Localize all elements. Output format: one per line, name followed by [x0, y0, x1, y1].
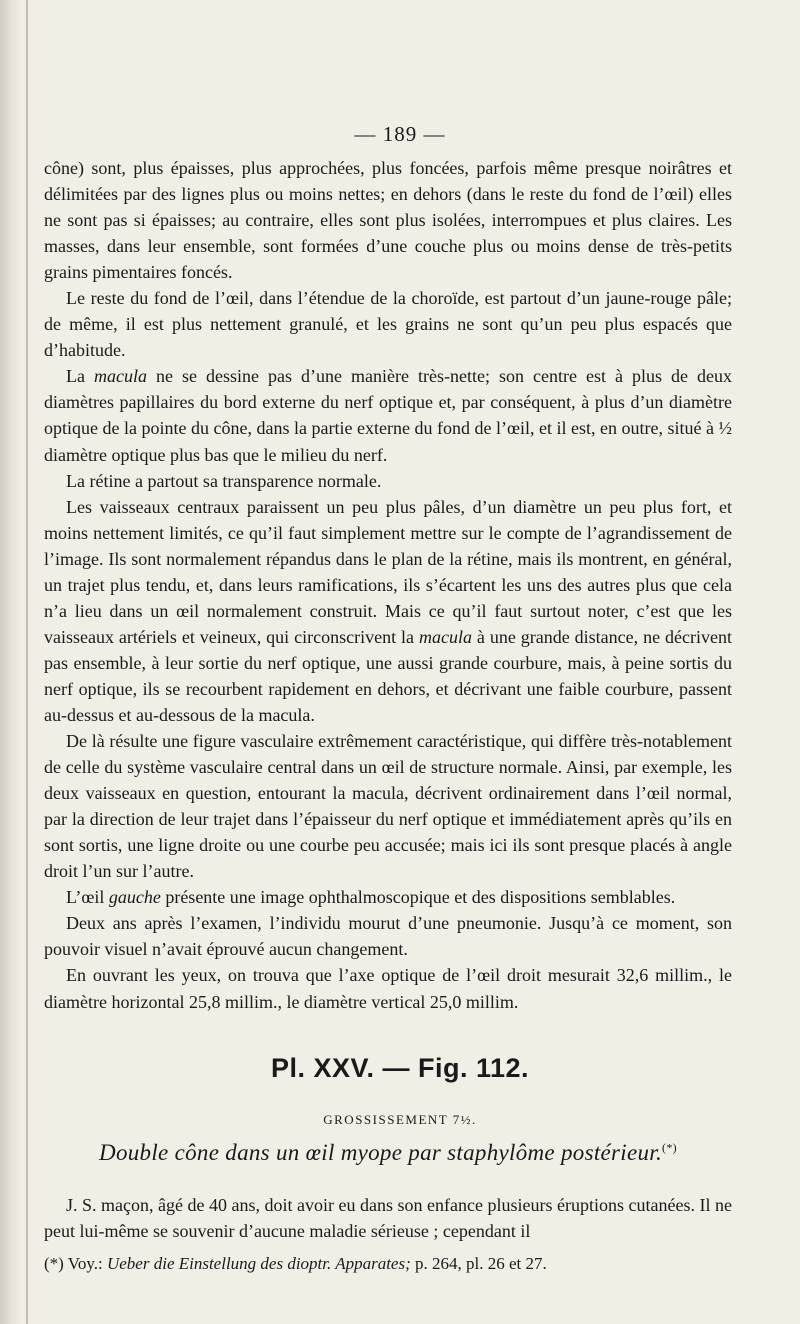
paragraph	[44, 494, 732, 728]
case-paragraph: J. S. maçon, âgé de 40 ans, doit avoir eu dans son enfance plusieurs éruptions cutanées. Il ne peut lui-même se souvenir d’aucune maladie sérieuse ; cependant il	[44, 1195, 732, 1241]
paragraph	[44, 363, 732, 467]
case-text	[44, 1192, 732, 1244]
footnote-marker-text: (*) Voy.:	[44, 1254, 107, 1273]
text-run: ne se dessine pas d’une manière très-nette; son centre est à plus de deux diamètres papillaires du bord externe du nerf optique et, par conséquent, à plus d’un diamètre optique de la pointe du cône, dans la partie externe du fond de l’œil, et il est, en outre, situé à ½ diamètre optique plus bas que le milieu du nerf.	[44, 366, 732, 465]
footnote	[44, 1252, 732, 1276]
footnote-reference: p. 264, pl. 26 et 27.	[410, 1254, 547, 1273]
text-run: La	[66, 366, 94, 387]
magnification-label: GROSSISSEMENT 7½.	[323, 1112, 477, 1127]
paragraph	[44, 962, 732, 1014]
text-run: La rétine a partout sa transparence normale.	[66, 470, 382, 491]
text-run: En ouvrant les yeux, on trouva que l’axe optique de l’œil droit mesurait 32,6 millim., le diamètre horizontal 25,8 millim., le diamètre vertical 25,0 millim.	[44, 965, 732, 1012]
italic-term: macula	[418, 626, 472, 647]
text-run: De là résulte une figure vasculaire extrêmement caractéristique, qui diffère très-notablement de celle du système vasculaire central dans un œil de structure normale. Ainsi, par exemple, les deux vaisseaux en question, entourant la macula, décrivent ordinairement dans l’œil normal, par la direction de leur trajet dans l’épaisseur du nerf optique et immédiatement après qu’ils en sont sortis, une ligne droite ou une courbe peu accusée; mais ici ils sont presque placés à angle droit l’un sur l’autre.	[44, 731, 732, 882]
footnote-marker: (*)	[662, 1140, 677, 1155]
text-run: Deux ans après l’examen, l’individu mourut d’une pneumonie. Jusqu’à ce moment, son pouvoir visuel n’avait éprouvé aucun changement.	[44, 913, 732, 960]
text-run: Les vaisseaux centraux paraissent un peu plus pâles, d’un diamètre un peu plus fort, et moins nettement limités, ce qu’il faut simplement mettre sur le compte de l’agrandissement de l’image. Ils sont normalement répandus dans le plan de la rétine, mais ils montrent, en général, un trajet plus tendu, et, dans leurs ramifications, ils s’écartent les uns des autres plus que cela n’a lieu dans un œil normalement construit. Mais ce qu’il faut surtout noter, c’est que les vaisseaux artériels et veineux, qui circonscrivent la	[44, 496, 732, 647]
text-run: à une grande distance, ne décrivent pas ensemble, à leur sortie du nerf optique, une aussi grande courbure, mais, à peine sortis du nerf optique, ils se recourbent rapidement en dehors, et décrivant une faible courbure, passent au-dessus et au-dessous de la macula.	[44, 626, 732, 725]
paragraph	[44, 910, 732, 962]
case-title	[44, 1140, 732, 1166]
italic-term: gauche	[108, 887, 161, 908]
page-number: — 189 —	[354, 122, 446, 146]
paragraph	[44, 468, 732, 494]
footnote-source: Ueber die Einstellung des dioptr. Apparates;	[106, 1254, 411, 1273]
case-title-text: Double cône dans un œil myope par staphylôme postérieur.	[99, 1140, 663, 1165]
paragraph	[44, 155, 732, 285]
italic-term: macula	[94, 366, 147, 387]
body-text	[44, 155, 732, 1015]
paragraph	[44, 884, 732, 910]
paragraph	[44, 728, 732, 884]
text-run: Le reste du fond de l’œil, dans l’étendue de la choroïde, est partout d’un jaune-rouge pâle; de même, il est plus nettement granulé, et les grains ne sont qu’un peu plus espacés que d’habitude.	[44, 288, 732, 361]
text-run: L’œil	[66, 887, 109, 908]
plate-label: Pl. XXV. — Fig. 112.	[270, 1053, 530, 1083]
text-run: cône) sont, plus épaisses, plus approchées, plus foncées, parfois même presque noirâtres et délimitées par des lignes plus ou moins nettes; en dehors (dans le reste du fond de l’œil) elles ne sont pas si épaisses; au contraire, elles sont plus isolées, interrompues et plus claires. Les masses, dans leur ensemble, sont formées d’une couche plus ou moins dense de très-petits grains pimentaires foncés.	[44, 158, 732, 283]
paragraph	[44, 285, 732, 363]
text-run: présente une image ophthalmoscopique et des dispositions semblables.	[160, 887, 676, 908]
